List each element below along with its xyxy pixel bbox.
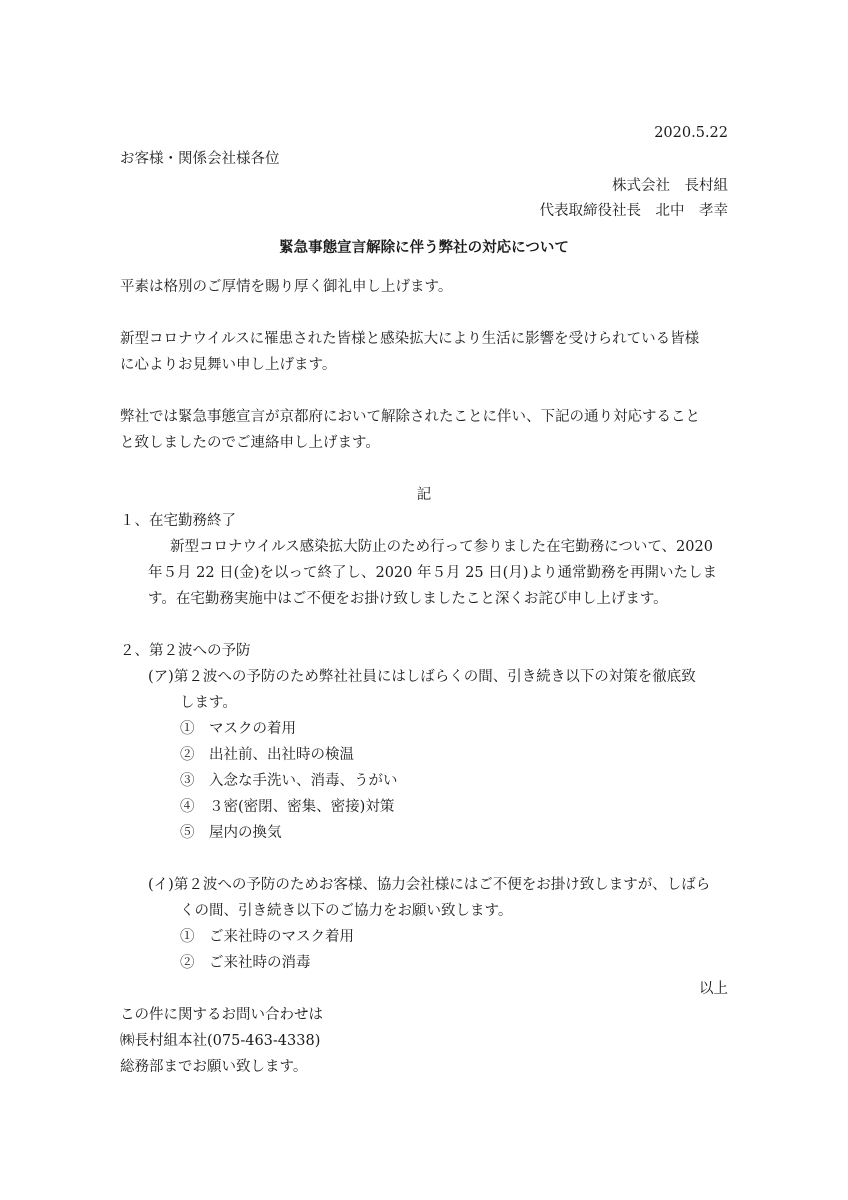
list-item: ④ ３密(密閉、密集、密接)対策: [180, 799, 395, 815]
representative-name: 代表取締役社長 北中 孝幸: [539, 203, 728, 219]
section2-b-line-1: (イ)第２波への予防のためお客様、協力会社様にはご不便をお掛け致しますが、しばら: [148, 877, 711, 893]
notice-line-2: と致しましたのでご連絡申し上げます。: [120, 435, 380, 451]
list-item: ② 出社前、出社時の検温: [180, 747, 354, 763]
ki-heading: 記: [416, 487, 432, 503]
company-name: 株式会社 長村組: [612, 178, 728, 194]
section2-a-line-2: します。: [180, 695, 237, 711]
list-item: ① ご来社時のマスク着用: [180, 929, 354, 945]
greeting-paragraph: 平素は格別のご厚情を賜り厚く御礼申し上げます。: [120, 279, 453, 295]
document-title: 緊急事態宣言解除に伴う弊社の対応について: [279, 239, 569, 256]
list-item: ③ 入念な手洗い、消毒、うがい: [180, 773, 398, 789]
section1-body-line-1: 新型コロナウイルス感染拡大防止のため行って参りました在宅勤務について、2020: [170, 539, 713, 555]
section2-heading: ２、第２波への予防: [120, 643, 251, 659]
section1-body-line-3: す。在宅勤務実施中はご不便をお掛け致しましたこと深くお詫び申し上げます。: [148, 591, 668, 607]
contact-line-3: 総務部までお願い致します。: [120, 1059, 308, 1075]
section1-body-line-2: 年５月 22 日(金)を以って終了し、2020 年５月 25 日(月)より通常勤務を再開いたしま: [148, 565, 717, 581]
sympathy-line-2: に心よりお見舞い申し上げます。: [120, 357, 337, 373]
closing-ijou: 以上: [699, 981, 728, 997]
contact-line-1: この件に関するお問い合わせは: [120, 1007, 323, 1023]
contact-line-2: ㈱長村組本社(075-463-4338): [120, 1033, 321, 1049]
section2-b-line-2: くの間、引き続き以下のご協力をお願い致します。: [180, 903, 513, 919]
recipient-line: お客様・関係会社様各位: [120, 151, 280, 167]
sympathy-line-1: 新型コロナウイルスに罹患された皆様と感染拡大により生活に影響を受けられている皆様: [120, 331, 700, 347]
list-item: ① マスクの着用: [180, 721, 296, 737]
section1-heading: １、在宅勤務終了: [120, 513, 236, 529]
notice-line-1: 弊社では緊急事態宣言が京都府において解除されたことに伴い、下記の通り対応すること: [120, 409, 700, 425]
list-item: ⑤ 屋内の換気: [180, 825, 282, 841]
document-date: 2020.5.22: [654, 125, 728, 141]
section2-a-line-1: (ア)第２波への予防のため弊社社員にはしばらくの間、引き続き以下の対策を徹底致: [148, 669, 696, 685]
list-item: ② ご来社時の消毒: [180, 955, 311, 971]
